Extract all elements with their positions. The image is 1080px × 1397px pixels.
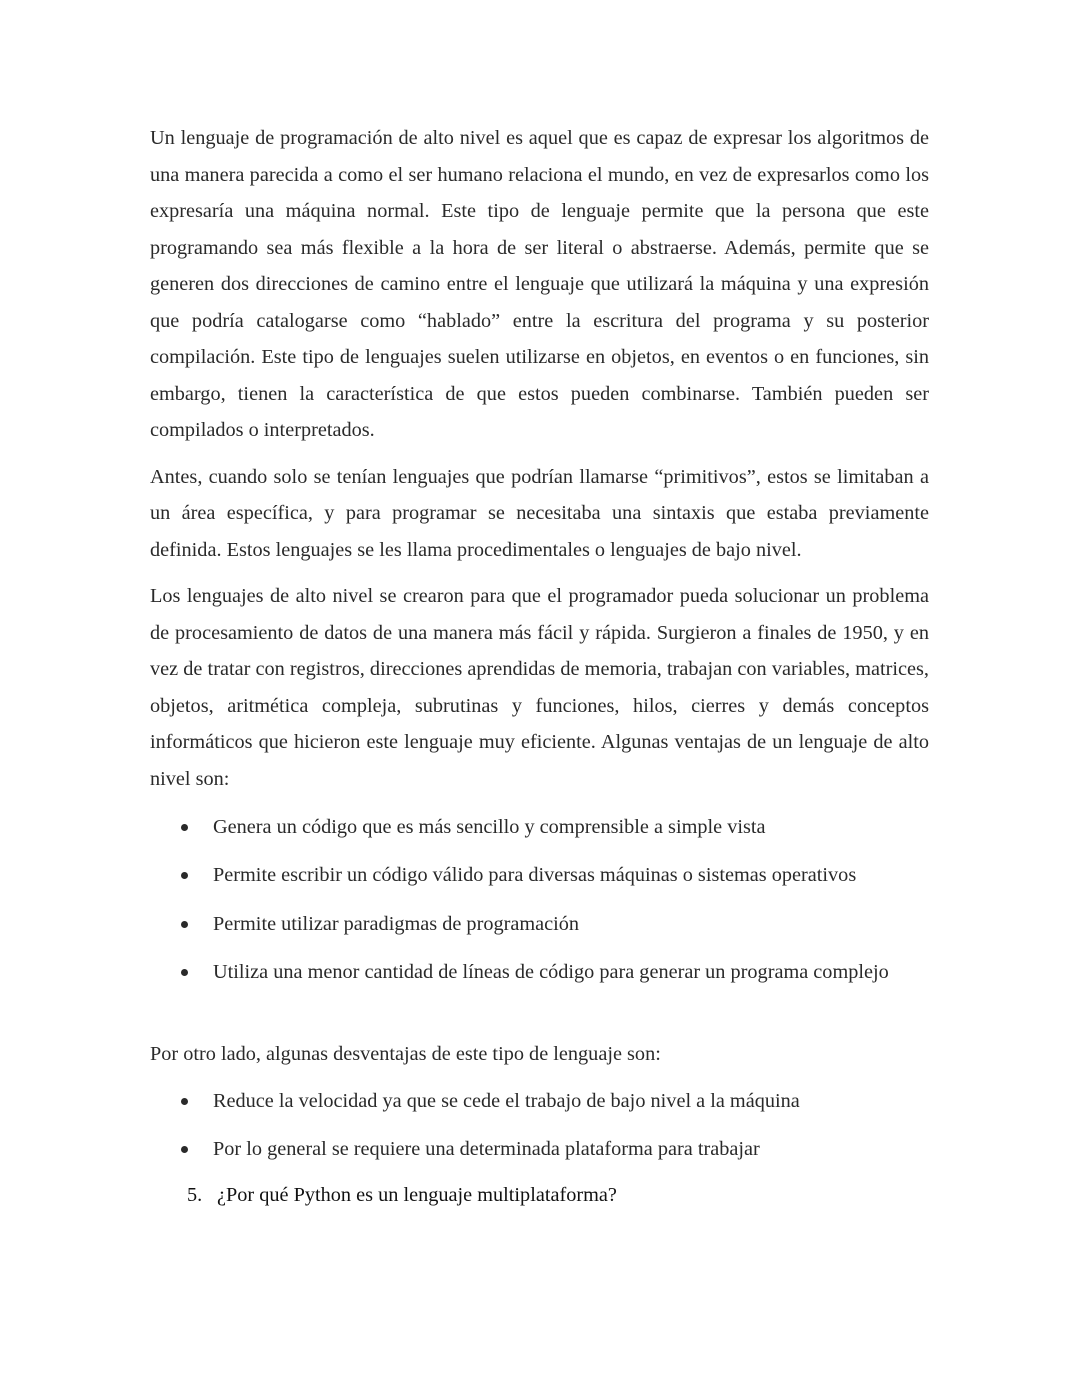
bullet-icon (181, 1098, 188, 1105)
question-number: 5. (187, 1184, 203, 1207)
list-item: Permite escribir un código válido para diversas máquinas o sistemas operativos (150, 857, 929, 894)
question-text: ¿Por qué Python es un lenguaje multiplataforma? (217, 1184, 617, 1207)
question-list (150, 1177, 929, 1214)
bullet-icon (181, 921, 188, 928)
list-item: Utiliza una menor cantidad de líneas de código para generar un programa complejo (150, 954, 929, 991)
question-item (150, 1177, 929, 1214)
bullet-icon (181, 969, 188, 976)
paragraph-primitive-languages: Antes, cuando solo se tenían lenguajes que podrían llamarse “primitivos”, estos se limitaban a un área específica, y para programar se necesitaba una sintaxis que estaba previamente definida. Estos lenguajes se les llama procedimentales o lenguajes de bajo nivel. (150, 465, 929, 561)
paragraph-high-level-origins: Los lenguajes de alto nivel se crearon para que el programador pueda solucionar un problema de procesamiento de datos de una manera más fácil y rápida. Surgieron a finales de 1950, y en vez de tratar con registros, direcciones aprendidas de memoria, trabajan con variables, matrices, objetos, aritmética compleja, subrutinas y funciones, hilos, cierres y demás conceptos informáticos que hicieron este lenguaje muy eficiente. Algunas ventajas de un lenguaje de alto nivel son: (150, 585, 929, 790)
list-item: Genera un código que es más sencillo y comprensible a simple vista (150, 809, 929, 846)
list-item: Reduce la velocidad ya que se cede el trabajo de bajo nivel a la máquina (150, 1083, 929, 1120)
list-item: Por lo general se requiere una determinada plataforma para trabajar (150, 1131, 929, 1168)
advantages-list (150, 809, 929, 990)
list-item: Permite utilizar paradigmas de programación (150, 906, 929, 943)
paragraph-high-level-definition: Un lenguaje de programación de alto nivel es aquel que es capaz de expresar los algoritmos de una manera parecida a como el ser humano relaciona el mundo, en vez de expresarlos como los expresaría una máquina normal. Este tipo de lenguaje permite que la persona que este programando sea más flexible a la hora de ser literal o abstraerse. Además, permite que se generen dos direcciones de camino entre el lenguaje que utilizará la máquina y una expresión que podría catalogarse como “hablado” entre la escritura del programa y su posterior compilación. Este tipo de lenguajes suelen utilizarse en objetos, en eventos o en funciones, sin embargo, tienen la característica de que estos pueden combinarse. También pueden ser compilados o interpretados. (150, 127, 929, 441)
document-page (150, 120, 929, 1214)
bullet-icon (181, 1146, 188, 1153)
bullet-icon (181, 872, 188, 879)
bullet-icon (181, 824, 188, 831)
spacer (150, 1002, 929, 1036)
disadvantages-list (150, 1083, 929, 1168)
disadvantages-intro: Por otro lado, algunas desventajas de este tipo de lenguaje son: (150, 1043, 661, 1066)
